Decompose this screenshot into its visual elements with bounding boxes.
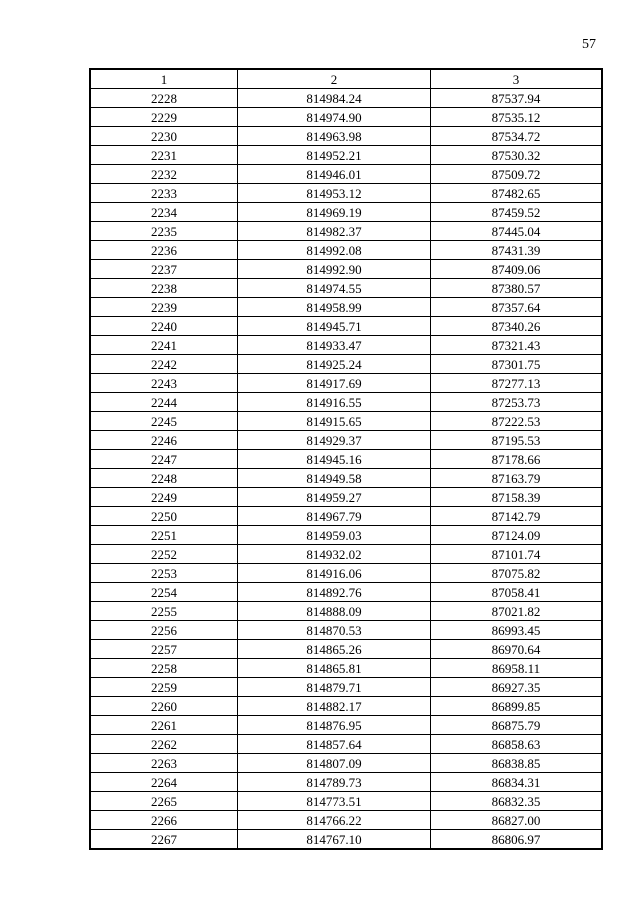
point-number-cell: 2254 [90, 583, 238, 602]
point-number-cell: 2237 [90, 260, 238, 279]
table-row [90, 450, 602, 469]
point-number-cell: 2261 [90, 716, 238, 735]
x-coordinate-cell: 814915.65 [238, 412, 431, 431]
x-coordinate-cell: 814992.90 [238, 260, 431, 279]
point-number-cell: 2249 [90, 488, 238, 507]
table-row [90, 583, 602, 602]
x-coordinate-cell: 814876.95 [238, 716, 431, 735]
table-row [90, 355, 602, 374]
y-coordinate-cell: 87459.52 [431, 203, 603, 222]
y-coordinate-cell: 87101.74 [431, 545, 603, 564]
point-number-cell: 2244 [90, 393, 238, 412]
x-coordinate-cell: 814949.58 [238, 469, 431, 488]
table-row [90, 412, 602, 431]
y-coordinate-cell: 87380.57 [431, 279, 603, 298]
x-coordinate-cell: 814992.08 [238, 241, 431, 260]
table-row [90, 754, 602, 773]
x-coordinate-cell: 814945.71 [238, 317, 431, 336]
table-row [90, 336, 602, 355]
x-coordinate-cell: 814766.22 [238, 811, 431, 830]
x-coordinate-cell: 814963.98 [238, 127, 431, 146]
table-row [90, 640, 602, 659]
table-row [90, 659, 602, 678]
y-coordinate-cell: 86899.85 [431, 697, 603, 716]
point-number-cell: 2267 [90, 830, 238, 850]
point-number-cell: 2243 [90, 374, 238, 393]
y-coordinate-cell: 87482.65 [431, 184, 603, 203]
page-number: 57 [582, 37, 596, 52]
table-row [90, 241, 602, 260]
table-row [90, 165, 602, 184]
point-number-cell: 2236 [90, 241, 238, 260]
point-number-cell: 2232 [90, 165, 238, 184]
table-row [90, 545, 602, 564]
table-row [90, 203, 602, 222]
x-coordinate-cell: 814892.76 [238, 583, 431, 602]
x-coordinate-cell: 814773.51 [238, 792, 431, 811]
table-row [90, 108, 602, 127]
point-number-cell: 2234 [90, 203, 238, 222]
x-coordinate-cell: 814929.37 [238, 431, 431, 450]
y-coordinate-cell: 87124.09 [431, 526, 603, 545]
table-row [90, 507, 602, 526]
table-row [90, 393, 602, 412]
x-coordinate-cell: 814857.64 [238, 735, 431, 754]
x-coordinate-cell: 814789.73 [238, 773, 431, 792]
x-coordinate-cell: 814953.12 [238, 184, 431, 203]
y-coordinate-cell: 87445.04 [431, 222, 603, 241]
header-row [90, 69, 602, 89]
table-row [90, 830, 602, 850]
x-coordinate-cell: 814946.01 [238, 165, 431, 184]
table-row [90, 146, 602, 165]
table-row [90, 184, 602, 203]
point-number-cell: 2240 [90, 317, 238, 336]
y-coordinate-cell: 87535.12 [431, 108, 603, 127]
x-coordinate-cell: 814882.17 [238, 697, 431, 716]
y-coordinate-cell: 86838.85 [431, 754, 603, 773]
table-row [90, 697, 602, 716]
y-coordinate-cell: 86827.00 [431, 811, 603, 830]
y-coordinate-cell: 87534.72 [431, 127, 603, 146]
x-coordinate-cell: 814870.53 [238, 621, 431, 640]
y-coordinate-cell: 87253.73 [431, 393, 603, 412]
table-row [90, 279, 602, 298]
x-coordinate-cell: 814933.47 [238, 336, 431, 355]
y-coordinate-cell: 86875.79 [431, 716, 603, 735]
table-row [90, 89, 602, 108]
point-number-cell: 2241 [90, 336, 238, 355]
point-number-cell: 2259 [90, 678, 238, 697]
point-number-cell: 2262 [90, 735, 238, 754]
x-coordinate-cell: 814959.27 [238, 488, 431, 507]
x-coordinate-cell: 814888.09 [238, 602, 431, 621]
x-coordinate-cell: 814958.99 [238, 298, 431, 317]
point-number-cell: 2228 [90, 89, 238, 108]
point-number-cell: 2233 [90, 184, 238, 203]
point-number-cell: 2248 [90, 469, 238, 488]
y-coordinate-cell: 87277.13 [431, 374, 603, 393]
y-coordinate-cell: 87222.53 [431, 412, 603, 431]
y-coordinate-cell: 87021.82 [431, 602, 603, 621]
coordinates-table [89, 68, 603, 850]
point-number-cell: 2263 [90, 754, 238, 773]
y-coordinate-cell: 87509.72 [431, 165, 603, 184]
y-coordinate-cell: 87537.94 [431, 89, 603, 108]
x-coordinate-cell: 814959.03 [238, 526, 431, 545]
table-body [90, 89, 602, 850]
column-header-1: 1 [90, 69, 238, 89]
y-coordinate-cell: 87058.41 [431, 583, 603, 602]
point-number-cell: 2260 [90, 697, 238, 716]
y-coordinate-cell: 86832.35 [431, 792, 603, 811]
y-coordinate-cell: 87158.39 [431, 488, 603, 507]
x-coordinate-cell: 814916.06 [238, 564, 431, 583]
x-coordinate-cell: 814984.24 [238, 89, 431, 108]
point-number-cell: 2253 [90, 564, 238, 583]
table-row [90, 564, 602, 583]
table-row [90, 127, 602, 146]
point-number-cell: 2265 [90, 792, 238, 811]
point-number-cell: 2256 [90, 621, 238, 640]
y-coordinate-cell: 86806.97 [431, 830, 603, 850]
y-coordinate-cell: 87163.79 [431, 469, 603, 488]
point-number-cell: 2255 [90, 602, 238, 621]
table-row [90, 811, 602, 830]
x-coordinate-cell: 814767.10 [238, 830, 431, 850]
table-row [90, 374, 602, 393]
x-coordinate-cell: 814932.02 [238, 545, 431, 564]
point-number-cell: 2235 [90, 222, 238, 241]
y-coordinate-cell: 87530.32 [431, 146, 603, 165]
y-coordinate-cell: 87075.82 [431, 564, 603, 583]
table-row [90, 792, 602, 811]
y-coordinate-cell: 87409.06 [431, 260, 603, 279]
x-coordinate-cell: 814952.21 [238, 146, 431, 165]
point-number-cell: 2246 [90, 431, 238, 450]
point-number-cell: 2239 [90, 298, 238, 317]
point-number-cell: 2231 [90, 146, 238, 165]
x-coordinate-cell: 814974.90 [238, 108, 431, 127]
y-coordinate-cell: 86970.64 [431, 640, 603, 659]
point-number-cell: 2229 [90, 108, 238, 127]
y-coordinate-cell: 87195.53 [431, 431, 603, 450]
x-coordinate-cell: 814925.24 [238, 355, 431, 374]
table-row [90, 488, 602, 507]
column-header-3: 3 [431, 69, 603, 89]
y-coordinate-cell: 86993.45 [431, 621, 603, 640]
point-number-cell: 2247 [90, 450, 238, 469]
point-number-cell: 2242 [90, 355, 238, 374]
x-coordinate-cell: 814969.19 [238, 203, 431, 222]
y-coordinate-cell: 87142.79 [431, 507, 603, 526]
y-coordinate-cell: 87357.64 [431, 298, 603, 317]
table-row [90, 260, 602, 279]
table-row [90, 716, 602, 735]
x-coordinate-cell: 814982.37 [238, 222, 431, 241]
y-coordinate-cell: 86927.35 [431, 678, 603, 697]
table-row [90, 773, 602, 792]
table-row [90, 735, 602, 754]
table-row [90, 621, 602, 640]
point-number-cell: 2238 [90, 279, 238, 298]
point-number-cell: 2264 [90, 773, 238, 792]
table-row [90, 602, 602, 621]
point-number-cell: 2250 [90, 507, 238, 526]
y-coordinate-cell: 87301.75 [431, 355, 603, 374]
table-row [90, 431, 602, 450]
y-coordinate-cell: 87431.39 [431, 241, 603, 260]
y-coordinate-cell: 87340.26 [431, 317, 603, 336]
table-row [90, 222, 602, 241]
y-coordinate-cell: 87321.43 [431, 336, 603, 355]
point-number-cell: 2245 [90, 412, 238, 431]
point-number-cell: 2251 [90, 526, 238, 545]
table-row [90, 317, 602, 336]
table-row [90, 678, 602, 697]
x-coordinate-cell: 814974.55 [238, 279, 431, 298]
column-header-2: 2 [238, 69, 431, 89]
y-coordinate-cell: 86834.31 [431, 773, 603, 792]
x-coordinate-cell: 814916.55 [238, 393, 431, 412]
point-number-cell: 2266 [90, 811, 238, 830]
table-row [90, 469, 602, 488]
x-coordinate-cell: 814917.69 [238, 374, 431, 393]
point-number-cell: 2257 [90, 640, 238, 659]
x-coordinate-cell: 814865.26 [238, 640, 431, 659]
y-coordinate-cell: 86958.11 [431, 659, 603, 678]
point-number-cell: 2252 [90, 545, 238, 564]
x-coordinate-cell: 814865.81 [238, 659, 431, 678]
x-coordinate-cell: 814945.16 [238, 450, 431, 469]
x-coordinate-cell: 814879.71 [238, 678, 431, 697]
x-coordinate-cell: 814967.79 [238, 507, 431, 526]
y-coordinate-cell: 87178.66 [431, 450, 603, 469]
table-row [90, 526, 602, 545]
table-row [90, 298, 602, 317]
y-coordinate-cell: 86858.63 [431, 735, 603, 754]
point-number-cell: 2258 [90, 659, 238, 678]
table-header [90, 69, 602, 89]
point-number-cell: 2230 [90, 127, 238, 146]
x-coordinate-cell: 814807.09 [238, 754, 431, 773]
